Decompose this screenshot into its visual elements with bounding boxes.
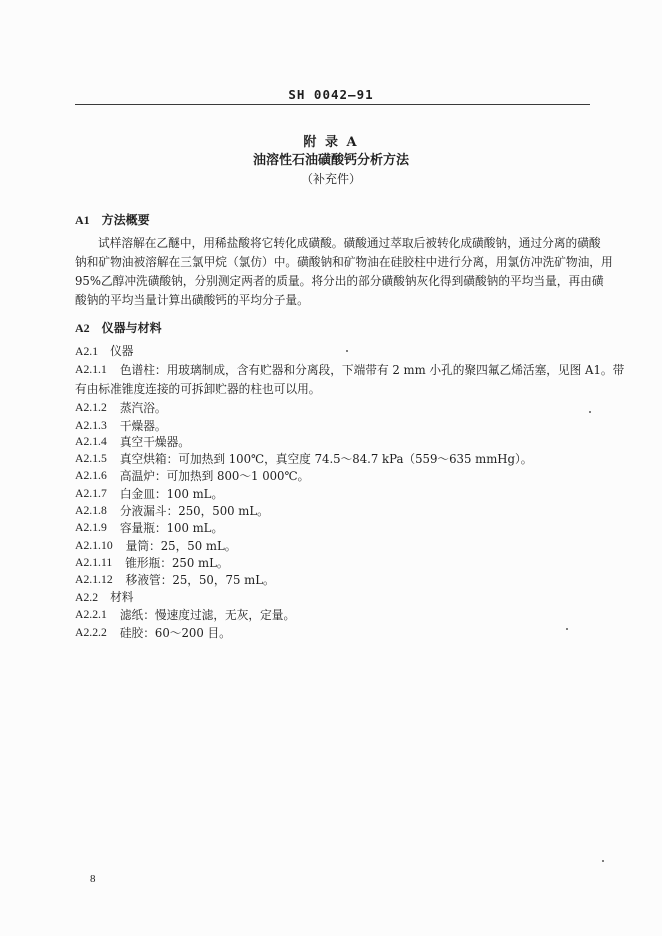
item-text: 硅胶：60～200 目。 xyxy=(119,626,231,640)
document-number: SH 0042—91 xyxy=(288,87,374,102)
scan-speck xyxy=(566,628,568,630)
item-label: A2.1.8 xyxy=(75,504,107,517)
item-label: A2.1.7 xyxy=(75,487,107,500)
list-item xyxy=(75,554,590,572)
paragraph-line: 试样溶解在乙醚中，用稀盐酸将它转化成磺酸。磺酸通过萃取后被转化成磺酸钠，通过分离的磺酸 xyxy=(98,236,601,250)
appendix-title: 油溶性石油磺酸钙分析方法 xyxy=(252,153,409,168)
paragraph-line: 95%乙醇冲洗磺酸钠，分别测定两者的质量。将分出的部分磺酸钠灰化得到磺酸钠的平均当量，再由磺 xyxy=(75,274,604,288)
list-item xyxy=(75,399,590,417)
subsection-number: A2.1 xyxy=(75,345,99,358)
item-text: 滤纸：慢速度过滤，无灰，定量。 xyxy=(119,608,296,622)
section-title: 仪器与材料 xyxy=(101,321,162,335)
item-text: 干燥器。 xyxy=(119,419,167,433)
appendix-label: 附 录 A xyxy=(303,135,359,150)
subsection-heading-a2-1 xyxy=(75,342,133,361)
item-label: A2.1.1 xyxy=(75,363,107,376)
item-text: 分液漏斗：250，500 mL。 xyxy=(119,504,269,518)
subsection-title: 仪器 xyxy=(110,344,134,358)
item-text: 蒸汽浴。 xyxy=(119,401,167,415)
item-label: A2.1.11 xyxy=(75,556,113,569)
list-item xyxy=(75,502,590,520)
item-label: A2.1.2 xyxy=(75,401,107,414)
list-item xyxy=(75,450,590,468)
item-label: A2.1.5 xyxy=(75,452,107,465)
item-label: A2.1.6 xyxy=(75,469,107,482)
scan-speck xyxy=(346,350,348,352)
scan-speck xyxy=(602,860,604,862)
paragraph-line: 钠和矿物油被溶解在三氯甲烷（氯仿）中。磺酸钠和矿物油在硅胶柱中进行分离，用氯仿冲洗矿物油，用 xyxy=(75,255,613,269)
scan-speck xyxy=(589,411,591,413)
item-label: A2.1.3 xyxy=(75,419,107,432)
item-label: A2.2.2 xyxy=(75,626,107,639)
list-item xyxy=(75,606,590,624)
list-item xyxy=(75,485,590,503)
section-number: A1 xyxy=(75,213,90,227)
subsection-number: A2.2 xyxy=(75,591,99,604)
list-item xyxy=(75,571,590,589)
page-number: 8 xyxy=(90,873,96,885)
list-item xyxy=(75,361,625,379)
item-text: 色谱柱：用玻璃制成，含有贮器和分离段，下端带有 2 mm 小孔的聚四氟乙烯活塞，见图 A1。带 xyxy=(119,363,625,377)
item-text: 真空烘箱：可加热到 100℃，真空度 74.5～84.7 kPa（559～635 mmHg）。 xyxy=(119,452,533,466)
item-text: 高温炉：可加热到 800～1 000℃。 xyxy=(119,469,310,483)
header-rule xyxy=(75,104,590,105)
section-heading-a1 xyxy=(75,211,150,229)
item-text: 锥形瓶：250 mL。 xyxy=(125,556,229,570)
item-text: 量筒：25，50 mL。 xyxy=(125,539,237,553)
list-item xyxy=(75,467,590,485)
list-item xyxy=(75,433,590,451)
item-text: 白金皿：100 mL。 xyxy=(119,487,224,501)
list-item xyxy=(75,624,590,642)
appendix-note: （补充件） xyxy=(300,172,361,186)
item-label: A2.1.4 xyxy=(75,435,107,448)
item-text: 移液管：25，50，75 mL。 xyxy=(125,573,275,587)
item-text-continuation: 有由标准锥度连接的可拆卸贮器的柱也可以用。 xyxy=(75,382,321,396)
section-title: 方法概要 xyxy=(101,213,150,227)
item-label: A2.1.12 xyxy=(75,573,113,586)
item-text: 容量瓶：100 mL。 xyxy=(119,521,224,535)
item-text: 真空干燥器。 xyxy=(119,435,190,449)
item-label: A2.2.1 xyxy=(75,608,107,621)
subsection-heading-a2-2 xyxy=(75,588,133,607)
list-item xyxy=(75,519,590,537)
paragraph-line: 酸钠的平均当量计算出磺酸钙的平均分子量。 xyxy=(75,293,309,307)
section-heading-a2 xyxy=(75,319,162,337)
item-label: A2.1.10 xyxy=(75,539,113,552)
item-label: A2.1.9 xyxy=(75,521,107,534)
section-number: A2 xyxy=(75,321,90,335)
list-item xyxy=(75,537,590,555)
subsection-title: 材料 xyxy=(110,590,134,604)
